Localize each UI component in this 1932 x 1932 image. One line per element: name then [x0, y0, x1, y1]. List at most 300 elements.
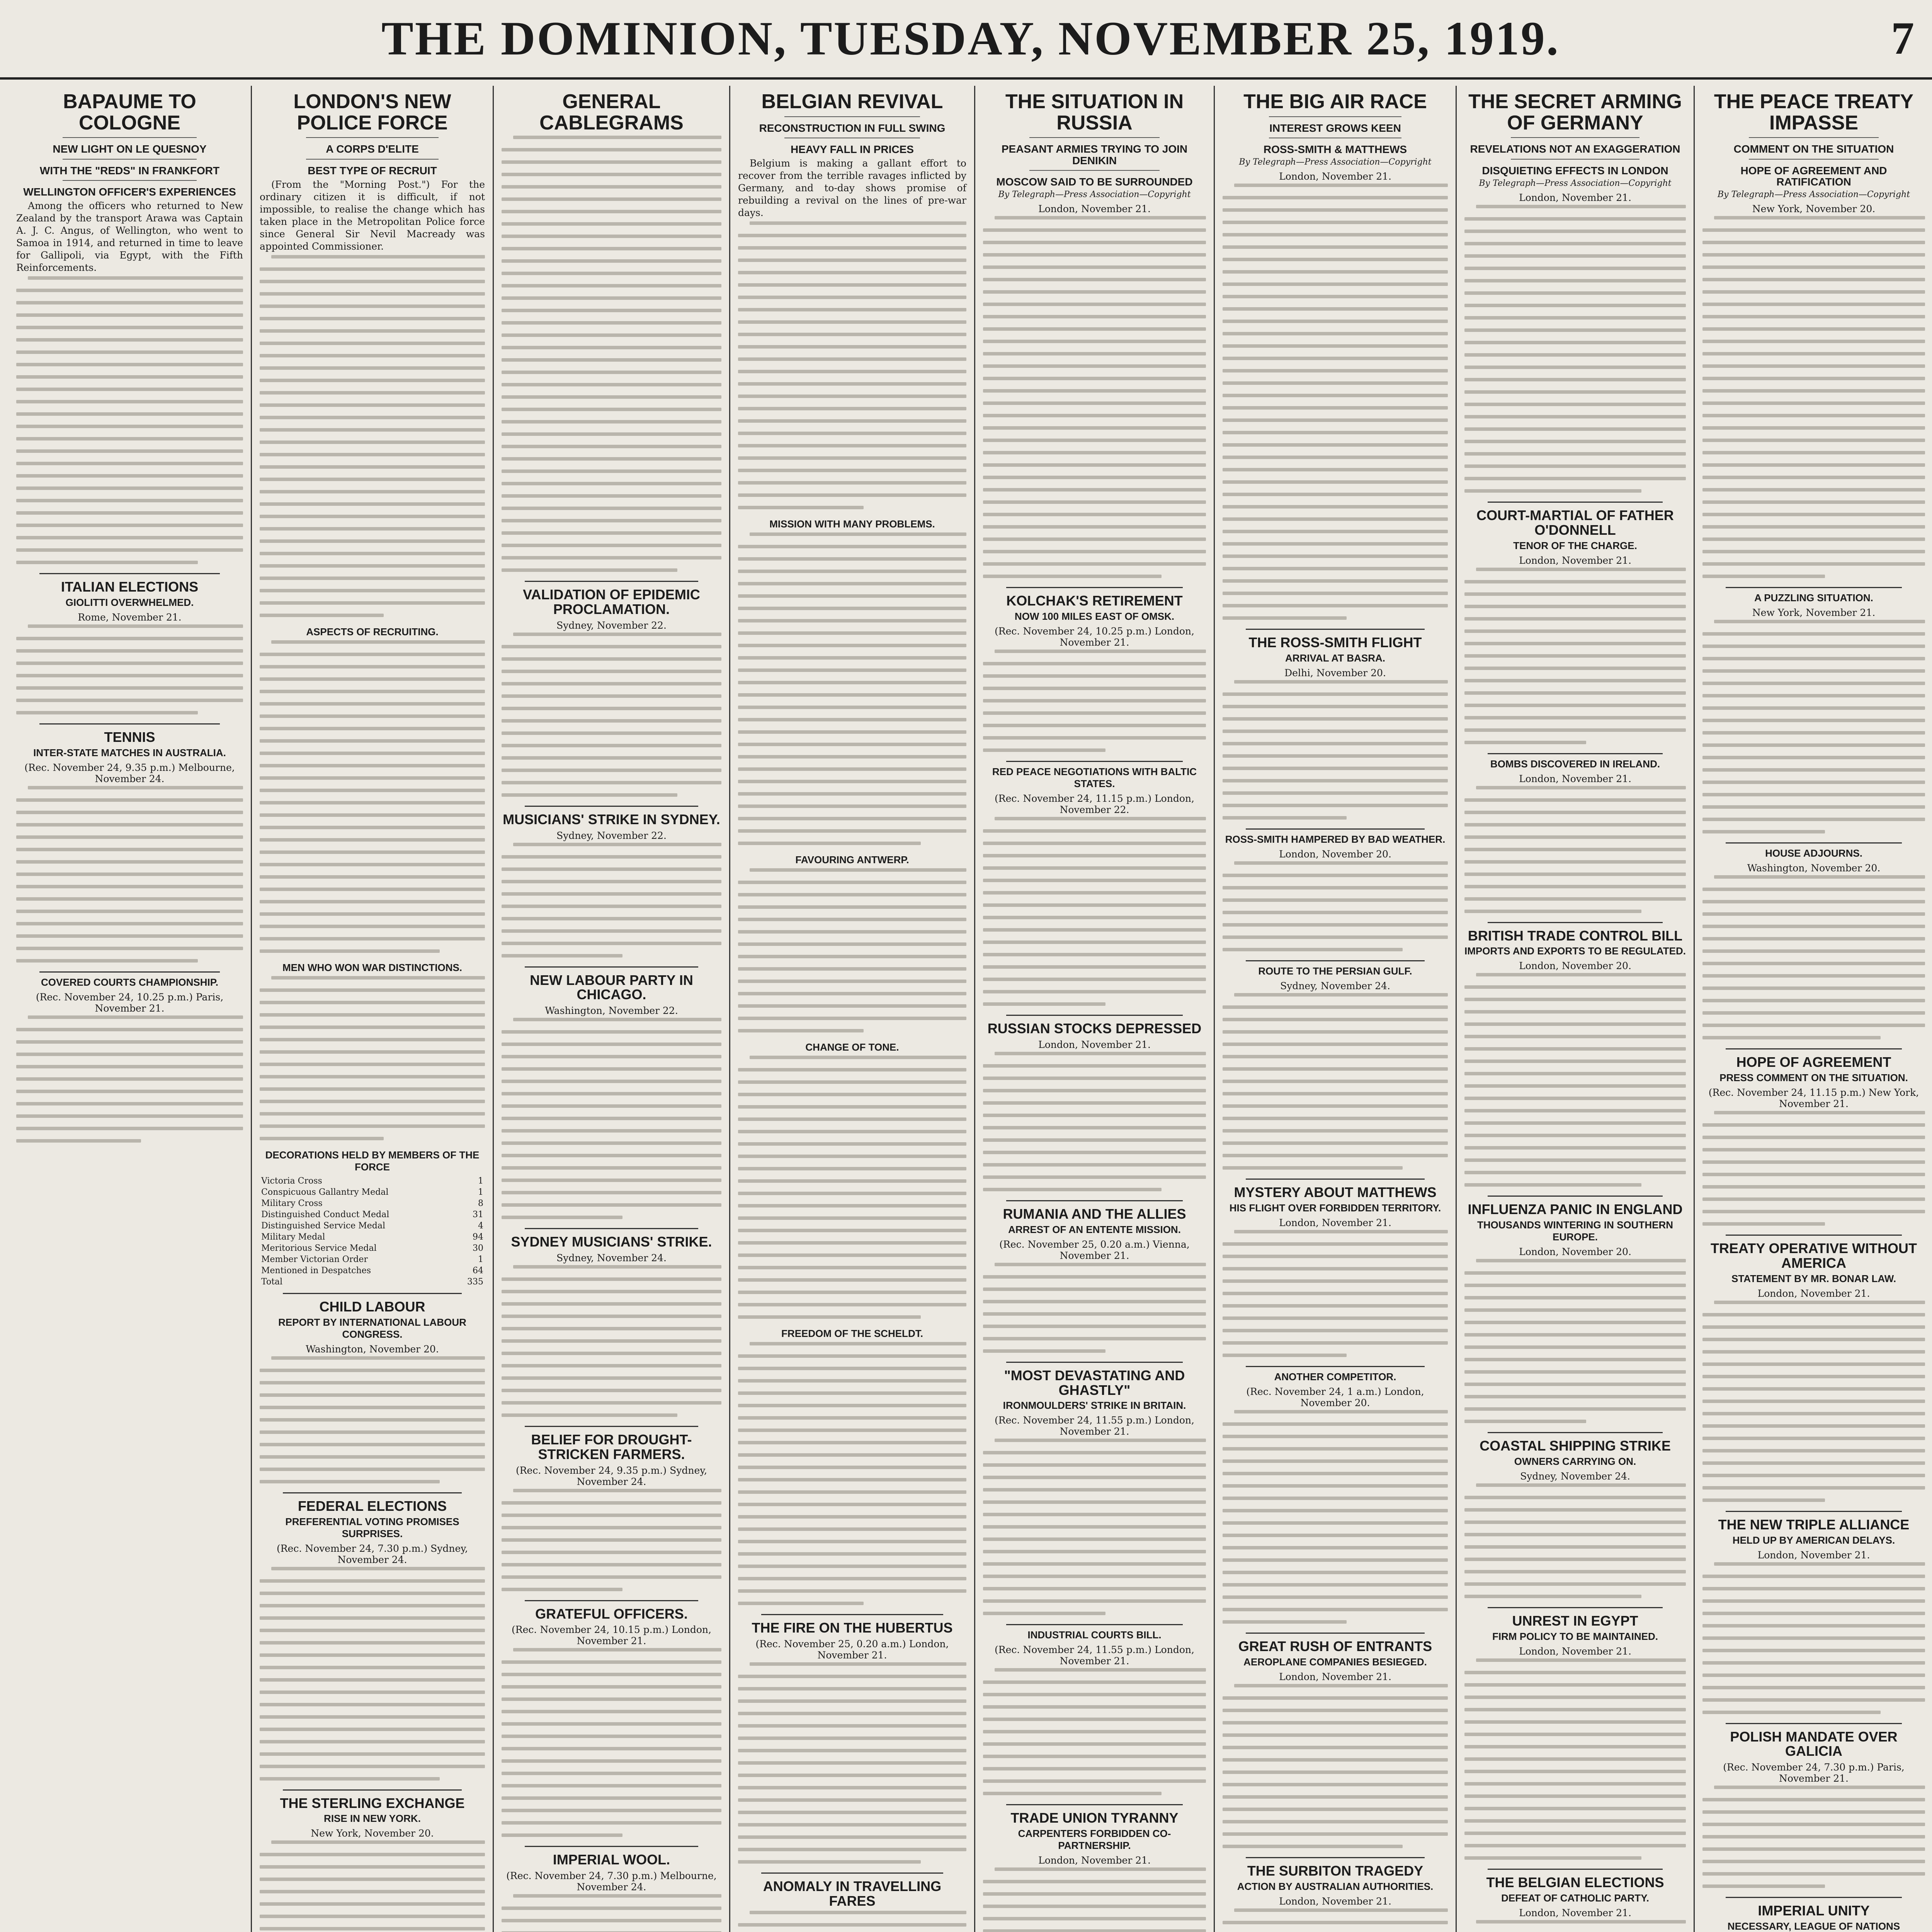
text-line	[1702, 414, 1925, 417]
text-line	[1714, 1111, 1925, 1114]
text-line	[1223, 1242, 1448, 1246]
body-text-lines	[1702, 216, 1925, 578]
text-line	[260, 1902, 485, 1906]
text-line	[738, 1192, 966, 1195]
section-dateline: London, November 21.	[1519, 1907, 1631, 1918]
deck-headline: WITH THE "REDS" IN FRANKFORT	[39, 164, 220, 177]
text-line	[502, 1315, 721, 1318]
text-line	[16, 1040, 243, 1044]
text-line	[983, 965, 1206, 969]
text-line	[738, 1675, 966, 1678]
deck-headline: RECONSTRUCTION IN FULL SWING	[759, 122, 946, 134]
text-line	[1702, 463, 1925, 467]
text-line	[502, 1575, 721, 1579]
text-line	[983, 451, 1206, 454]
text-line	[1223, 1509, 1448, 1512]
text-line	[260, 539, 485, 543]
divider	[63, 180, 197, 181]
table-row	[260, 1187, 485, 1198]
text-line	[16, 686, 243, 690]
text-line	[260, 988, 485, 992]
text-line	[738, 1577, 966, 1580]
text-line	[260, 1468, 485, 1471]
text-line	[983, 940, 1206, 944]
text-line	[260, 949, 440, 953]
text-line	[983, 891, 1206, 895]
text-line	[260, 925, 485, 928]
text-line	[502, 1055, 721, 1058]
text-line	[1702, 278, 1925, 281]
text-line	[16, 872, 243, 876]
text-line	[1702, 1575, 1925, 1578]
section-divider	[1488, 753, 1663, 754]
text-line	[738, 570, 966, 573]
section-subhead: ACTION BY AUSTRALIAN AUTHORITIES.	[1237, 1880, 1434, 1892]
section-divider	[761, 1614, 943, 1615]
text-line	[502, 1389, 721, 1392]
text-line	[502, 880, 721, 883]
wire-credit: By Telegraph—Press Association—Copyright	[1717, 190, 1910, 200]
text-line	[16, 1077, 243, 1081]
body-text-lines	[738, 1342, 966, 1605]
text-line	[738, 1589, 966, 1593]
section-dateline: (Rec. November 24, 11.15 p.m.) London, November 22.	[995, 793, 1194, 816]
text-line	[260, 1592, 485, 1595]
text-line	[16, 412, 243, 416]
text-line	[502, 1352, 721, 1355]
section-headline: THE FIRE ON THE HUBERTUS	[752, 1620, 953, 1636]
text-line	[502, 395, 721, 399]
text-line	[983, 1188, 1162, 1191]
text-line	[1464, 1158, 1686, 1162]
text-line	[513, 136, 721, 139]
text-line	[28, 786, 243, 789]
dateline: London, November 21.	[1038, 203, 1151, 215]
text-line	[16, 699, 243, 702]
text-line	[983, 1718, 1206, 1721]
text-line	[1476, 1920, 1686, 1923]
text-line	[1223, 1595, 1448, 1599]
text-line	[502, 531, 721, 535]
table-cell-label: Military Medal	[261, 1232, 325, 1242]
column-headline: THE PEACE TREATY IMPASSE	[1714, 90, 1914, 134]
text-line	[1702, 1847, 1925, 1851]
text-line	[995, 1263, 1206, 1266]
text-line	[502, 1821, 721, 1825]
section-divider	[525, 806, 698, 807]
section-subhead: A PUZZLING SITUATION.	[1754, 592, 1873, 604]
text-line	[1464, 728, 1686, 732]
section-dateline: (Rec. November 24, 7.30 p.m.) Sydney, November 24.	[276, 1543, 468, 1565]
text-line	[1464, 1782, 1686, 1786]
text-line	[1702, 364, 1925, 368]
text-line	[502, 432, 721, 436]
section-divider	[1246, 1857, 1425, 1858]
section-subhead: STATEMENT BY MR. BONAR LAW.	[1731, 1272, 1896, 1284]
text-line	[738, 370, 966, 373]
text-line	[1702, 265, 1925, 269]
text-line	[502, 781, 721, 784]
body-text-lines	[983, 1668, 1206, 1795]
text-line	[1464, 1794, 1686, 1798]
text-line	[738, 1155, 966, 1158]
text-line	[1223, 804, 1448, 807]
section-dateline: London, November 20.	[1279, 849, 1391, 860]
text-line	[1702, 1148, 1925, 1151]
text-line	[1234, 1230, 1448, 1233]
text-line	[1464, 617, 1686, 621]
text-line	[502, 259, 721, 263]
text-line	[738, 407, 966, 410]
text-line	[260, 888, 485, 891]
subhead: ASPECTS OF RECRUITING.	[306, 626, 439, 638]
section-dateline: Sydney, November 24.	[1280, 980, 1390, 992]
text-line	[983, 1525, 1206, 1529]
section-subhead: HOUSE ADJOURNS.	[1765, 847, 1862, 859]
text-line	[738, 1761, 966, 1765]
text-line	[260, 1740, 485, 1743]
text-line	[16, 425, 243, 428]
text-line	[502, 954, 622, 957]
text-line	[983, 990, 1206, 993]
text-line	[260, 677, 485, 681]
text-line	[1223, 1279, 1448, 1283]
section-subhead: RISE IN NEW YORK.	[324, 1813, 421, 1825]
section-dateline: Washington, November 20.	[1747, 862, 1881, 874]
text-line	[502, 173, 721, 176]
text-line	[738, 456, 966, 460]
text-line	[502, 296, 721, 300]
text-line	[1702, 781, 1925, 784]
text-line	[983, 476, 1206, 479]
body-text-lines	[260, 1840, 485, 1932]
text-line	[983, 1138, 1206, 1142]
section-divider	[1488, 922, 1663, 923]
text-line	[1223, 443, 1448, 447]
text-line	[502, 1401, 721, 1405]
text-line	[16, 474, 243, 478]
section-dateline: London, November 21.	[1519, 773, 1631, 784]
section-dateline: London, November 20.	[1519, 1246, 1631, 1258]
text-line	[502, 1191, 721, 1194]
text-line	[1234, 993, 1448, 997]
text-line	[1464, 1708, 1686, 1711]
section-headline: POLISH MANDATE OVER GALICIA	[1730, 1728, 1898, 1759]
text-line	[1223, 542, 1448, 546]
wire-credit: By Telegraph—Press Association—Copyright	[1479, 178, 1672, 188]
text-line	[1464, 1321, 1686, 1324]
body-text-lines	[1464, 786, 1686, 913]
text-line	[738, 718, 966, 721]
text-line	[1223, 1329, 1448, 1332]
deck-headline: A CORPS D'ELITE	[326, 143, 419, 155]
text-line	[1464, 1134, 1686, 1137]
text-line	[983, 1892, 1206, 1896]
section-divider	[1006, 587, 1183, 588]
text-line	[1464, 440, 1686, 443]
text-line	[16, 662, 243, 665]
text-line	[750, 532, 966, 536]
text-line	[1234, 861, 1448, 865]
text-line	[502, 769, 721, 772]
text-line	[983, 842, 1206, 845]
text-line	[983, 1089, 1206, 1092]
text-line	[1464, 477, 1686, 480]
text-line	[260, 1124, 485, 1128]
text-line	[983, 241, 1206, 244]
text-line	[1223, 935, 1448, 939]
section-divider	[1006, 761, 1183, 762]
text-line	[738, 1278, 966, 1282]
text-line	[1464, 1109, 1686, 1112]
body-text-lines	[1464, 1483, 1686, 1598]
section-headline: TREATY OPERATIVE WITHOUT AMERICA	[1710, 1240, 1917, 1271]
text-line	[502, 756, 721, 760]
table-cell-value: 64	[473, 1265, 483, 1276]
text-line	[1223, 1746, 1448, 1749]
text-line	[983, 377, 1206, 380]
column-headline: LONDON'S NEW POLICE FORCE	[293, 90, 451, 134]
text-line	[16, 1090, 243, 1093]
text-line	[502, 1216, 622, 1219]
text-line	[1464, 1084, 1686, 1088]
text-line	[738, 1687, 966, 1690]
text-line	[1223, 344, 1448, 348]
text-line	[1702, 974, 1925, 978]
text-line	[502, 1179, 721, 1182]
text-line	[502, 1563, 721, 1566]
text-line	[1223, 1055, 1448, 1058]
text-line	[983, 829, 1206, 833]
text-line	[260, 577, 485, 580]
text-line	[271, 255, 485, 259]
body-text-lines	[502, 136, 721, 572]
text-line	[502, 1129, 721, 1133]
divider	[1749, 159, 1879, 160]
text-line	[1702, 228, 1925, 232]
text-line	[502, 519, 721, 522]
text-line	[1223, 567, 1448, 570]
text-line	[502, 1166, 721, 1170]
section-dateline: (Rec. November 24, 7.30 p.m.) Paris, November 21.	[1723, 1762, 1905, 1784]
subhead: FAVOURING ANTWERP.	[795, 854, 909, 866]
section-headline: ITALIAN ELECTIONS	[61, 579, 199, 595]
text-line	[983, 537, 1206, 541]
text-line	[260, 1063, 485, 1066]
text-line	[738, 706, 966, 709]
text-line	[983, 389, 1206, 393]
text-line	[983, 1488, 1206, 1492]
section-dateline: London, November 21.	[1519, 554, 1631, 566]
text-line	[1464, 872, 1686, 876]
text-line	[271, 976, 485, 980]
text-line	[983, 327, 1206, 331]
text-line	[502, 1327, 721, 1330]
text-line	[1702, 562, 1925, 566]
text-line	[502, 420, 721, 423]
text-line	[1464, 860, 1686, 864]
text-line	[738, 1291, 966, 1294]
section-divider	[39, 971, 220, 973]
text-line	[260, 416, 485, 419]
text-line	[738, 1823, 966, 1827]
text-line	[260, 292, 485, 296]
text-line	[750, 868, 966, 872]
text-line	[1464, 1072, 1686, 1075]
text-line	[502, 284, 721, 287]
text-line	[983, 1064, 1206, 1068]
section-subhead: THOUSANDS WINTERING IN SOUTHERN EUROPE.	[1477, 1219, 1673, 1243]
section-dateline: Washington, November 20.	[306, 1343, 439, 1355]
text-line	[1464, 1832, 1686, 1835]
text-line	[738, 1105, 966, 1109]
text-line	[1464, 415, 1686, 418]
text-line	[983, 953, 1206, 956]
text-line	[502, 1673, 721, 1676]
text-line	[750, 221, 966, 225]
text-line	[738, 644, 966, 647]
text-line	[983, 854, 1206, 857]
text-line	[1702, 451, 1925, 454]
text-line	[16, 848, 243, 851]
text-line	[1234, 184, 1448, 187]
text-line	[738, 1749, 966, 1752]
text-line	[1464, 1533, 1686, 1536]
text-line	[1464, 1819, 1686, 1823]
text-line	[1223, 1267, 1448, 1270]
text-line	[260, 490, 485, 493]
text-line	[502, 1833, 622, 1837]
text-line	[738, 594, 966, 598]
text-line	[502, 1809, 721, 1812]
column-6	[1215, 86, 1457, 1932]
text-line	[513, 1265, 721, 1269]
text-line	[502, 371, 721, 374]
text-line	[1702, 1222, 1825, 1226]
text-line	[1223, 1043, 1448, 1046]
column-headline: BAPAUME TO COLOGNE	[63, 90, 196, 134]
text-line	[995, 650, 1206, 653]
text-line	[1702, 1160, 1925, 1164]
text-line	[1464, 242, 1686, 245]
text-line	[502, 1117, 721, 1120]
text-line	[16, 823, 243, 827]
text-line	[16, 486, 243, 490]
section-dateline: Rome, November 21.	[78, 612, 182, 623]
text-line	[738, 730, 966, 734]
text-line	[1702, 1173, 1925, 1176]
section-divider	[525, 1426, 698, 1427]
text-line	[271, 640, 485, 644]
text-line	[1702, 1636, 1925, 1640]
text-line	[513, 843, 721, 846]
text-line	[16, 511, 243, 515]
body-text-lines	[983, 1867, 1206, 1932]
text-line	[983, 1755, 1206, 1758]
section-dateline: London, November 21.	[1279, 1671, 1391, 1682]
text-line	[502, 1277, 721, 1281]
text-line	[260, 1666, 485, 1669]
text-line	[1464, 1333, 1686, 1337]
section-headline: INFLUENZA PANIC IN ENGLAND	[1468, 1201, 1683, 1218]
deck-headline: COMMENT ON THE SITUATION	[1733, 143, 1894, 155]
column-headline: THE SECRET ARMING OF GERMANY	[1468, 90, 1682, 134]
text-line	[1223, 418, 1448, 422]
text-line	[260, 601, 485, 605]
text-line	[1223, 394, 1448, 397]
text-line	[1223, 1255, 1448, 1258]
text-line	[1223, 1005, 1448, 1009]
text-line	[1702, 1474, 1925, 1477]
text-line	[1223, 1497, 1448, 1500]
text-line	[16, 536, 243, 539]
text-line	[1223, 886, 1448, 889]
body-text-lines	[502, 1265, 721, 1417]
section-subhead: DEFEAT OF CATHOLIC PARTY.	[1501, 1892, 1649, 1904]
text-line	[1702, 1599, 1925, 1603]
text-line	[983, 674, 1206, 678]
text-line	[1223, 923, 1448, 927]
section-headline: RUSSIAN STOCKS DEPRESSED	[987, 1020, 1202, 1037]
text-line	[1476, 1658, 1686, 1662]
section-dateline: (Rec. November 24, 10.15 p.m.) London, November 21.	[512, 1624, 711, 1647]
text-line	[16, 400, 243, 403]
text-line	[1464, 1720, 1686, 1724]
body-text-lines	[1464, 1259, 1686, 1423]
text-line	[1464, 1284, 1686, 1287]
text-line	[738, 1724, 966, 1728]
section-divider	[39, 573, 220, 574]
text-line	[983, 1537, 1206, 1541]
text-line	[260, 428, 485, 432]
text-line	[1464, 1807, 1686, 1810]
text-line	[502, 1735, 721, 1738]
text-line	[738, 942, 966, 946]
text-line	[983, 1349, 1105, 1353]
text-line	[513, 1018, 721, 1021]
section-headline: COASTAL SHIPPING STRIKE	[1480, 1438, 1671, 1454]
text-line	[260, 665, 485, 668]
section-subhead: NOW 100 MILES EAST OF OMSK.	[1014, 611, 1175, 622]
text-line	[738, 283, 966, 287]
text-line	[738, 1315, 921, 1319]
text-line	[750, 1911, 966, 1914]
text-line	[502, 1772, 721, 1775]
text-line	[1702, 1424, 1925, 1428]
text-line	[1464, 704, 1686, 707]
section-divider	[1488, 502, 1663, 503]
text-line	[502, 1154, 721, 1157]
text-line	[1223, 754, 1448, 758]
text-line	[738, 1354, 966, 1358]
text-line	[1702, 1673, 1925, 1677]
text-line	[502, 544, 721, 547]
text-line	[1223, 1316, 1448, 1320]
text-line	[260, 317, 485, 320]
divider	[1029, 170, 1160, 171]
text-line	[738, 432, 966, 435]
text-line	[738, 829, 966, 833]
section-headline: MUSICIANS' STRIKE IN SYDNEY.	[503, 811, 720, 827]
text-line	[738, 1602, 864, 1605]
text-line	[983, 1312, 1206, 1316]
text-line	[738, 668, 966, 672]
text-line	[1464, 1183, 1641, 1187]
text-line	[1223, 493, 1448, 496]
text-line	[983, 352, 1206, 355]
text-line	[1223, 1030, 1448, 1034]
text-line	[1464, 897, 1686, 901]
